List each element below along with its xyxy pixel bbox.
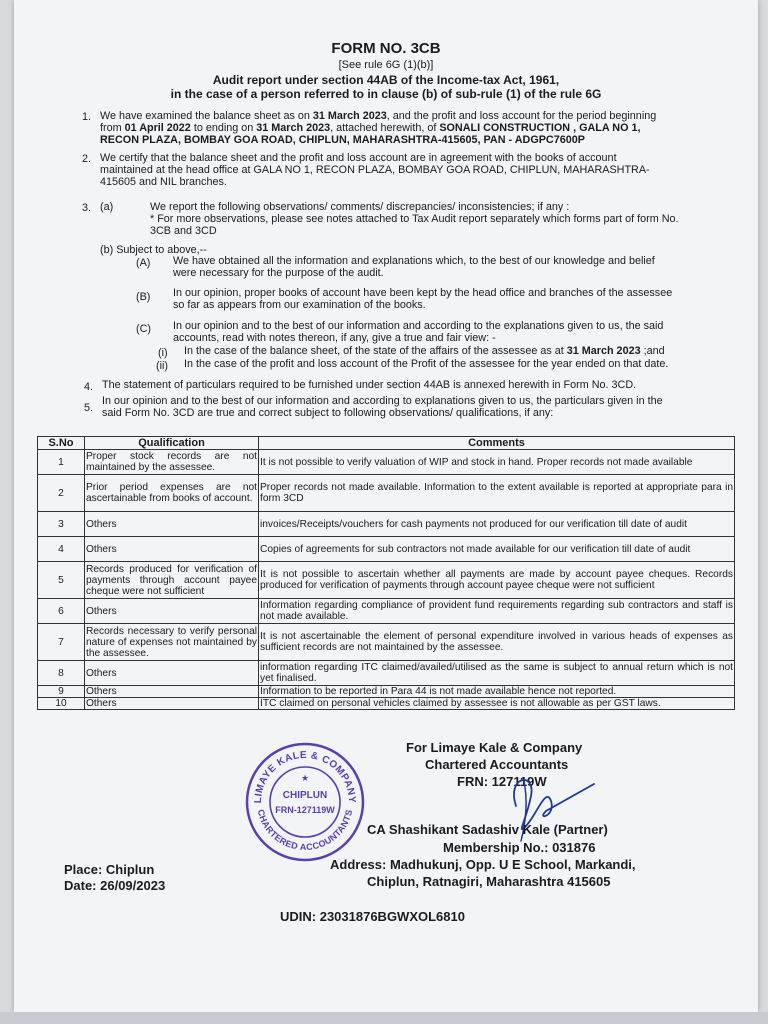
clause-a bbox=[173, 255, 741, 279]
row-sno: 10 bbox=[38, 698, 85, 710]
row-sno: 7 bbox=[38, 624, 85, 661]
row-qualification: Records produced for verification of payments through account payee cheque were not sufficient bbox=[86, 563, 257, 597]
para-5-line: In our opinion and to the best of our information and according to explanations given to us, the particulars given in the bbox=[102, 395, 663, 407]
table-row bbox=[38, 562, 735, 599]
col-comments-header: Comments bbox=[259, 437, 735, 450]
clause-a-label: (A) bbox=[136, 257, 151, 269]
stamp-frn: FRN-127119W bbox=[275, 805, 335, 815]
clause-ii-label: (ii) bbox=[156, 360, 168, 372]
para-3b-label: (b) Subject to above,-- bbox=[100, 244, 207, 256]
para-3a-line: * For more observations, please see notes attached to Tax Audit report separately which forms part of form No. bbox=[150, 213, 679, 225]
para-3a-line: We report the following observations/ comments/ discrepancies/ inconsistencies; if any : bbox=[150, 201, 570, 213]
table-row bbox=[38, 686, 735, 698]
title-line-2: in the case of a person referred to in clause (b) of sub-rule (1) of the rule 6G bbox=[170, 87, 602, 101]
row-comments: Information regarding compliance of provident fund requirements regarding sub contractors and staff is not made available. bbox=[260, 600, 733, 622]
row-comments: invoices/Receipts/vouchers for cash payments not produced for our verification till date of audit bbox=[259, 512, 735, 537]
address-line-1: Address: Madhukunj, Opp. U E School, Markandi, bbox=[330, 857, 636, 872]
para-5 bbox=[102, 395, 742, 419]
row-comments: It is not ascertainable the element of personal expenditure involved in various heads of expenses as sufficient records are not maintained by the assessee. bbox=[259, 624, 735, 661]
row-comments: ITC claimed on personal vehicles claimed by assessee is not allowable as per GST laws. bbox=[259, 698, 735, 710]
row-sno: 6 bbox=[38, 599, 85, 624]
star-icon: ★ bbox=[300, 773, 310, 783]
row-sno: 4 bbox=[38, 537, 85, 562]
row-sno: 3 bbox=[38, 512, 85, 537]
para-2-line: We certify that the balance sheet and the profit and loss account are in agreement with the books of account bbox=[100, 152, 617, 164]
row-sno: 9 bbox=[38, 686, 85, 698]
place: Place: Chiplun bbox=[64, 862, 155, 877]
clause-c-label: (C) bbox=[136, 323, 151, 335]
row-comments: information regarding ITC claimed/availed/utilised as the same is subject to annual return which is not yet finalised. bbox=[260, 662, 733, 684]
row-sno: 8 bbox=[38, 661, 85, 686]
clause-i-date: 31 March 2023 bbox=[566, 345, 641, 357]
membership-number: Membership No.: 031876 bbox=[443, 840, 596, 855]
para-2 bbox=[100, 152, 740, 188]
para-4: The statement of particulars required to be furnished under section 44AB is annexed herewith in Form No. 3CD. bbox=[102, 379, 637, 391]
assessee-name: SONALI CONSTRUCTION , GALA NO 1, bbox=[439, 122, 641, 134]
row-sno: 5 bbox=[38, 562, 85, 599]
clause-c-line: In our opinion and to the best of our information and according to the explanations given to us, the said bbox=[173, 320, 664, 332]
clause-b-label: (B) bbox=[136, 291, 151, 303]
row-qualification: Prior period expenses are not ascertainable from books of account. bbox=[85, 475, 259, 512]
para-1-number: 1. bbox=[82, 111, 92, 123]
para-1-text: , and the profit and loss account for the period beginning bbox=[386, 110, 657, 122]
balance-sheet-date: 31 March 2023 bbox=[312, 110, 387, 122]
clause-a-line: were necessary for the purpose of the audit. bbox=[173, 267, 384, 279]
row-qualification: Others bbox=[85, 512, 259, 537]
row-comments: Proper records not made available. Information to the extent available is reported at appropriate para in form 3CD bbox=[259, 475, 735, 512]
clause-a-line: We have obtained all the information and explanations which, to the best of our knowledge and belief bbox=[173, 255, 655, 267]
row-comments: It is not possible to ascertain whether all payments are made by account payee cheques. Records produced for verification of payments through account payee cheque were not sufficient bbox=[259, 562, 735, 599]
clause-i-text: ;and bbox=[640, 345, 665, 357]
para-1-text: We have examined the balance sheet as on bbox=[100, 110, 313, 122]
para-1 bbox=[100, 110, 740, 146]
table-row bbox=[38, 475, 735, 512]
clause-b bbox=[173, 287, 741, 311]
clause-i bbox=[184, 345, 744, 357]
row-qualification: Others bbox=[85, 537, 259, 562]
clause-c-line: accounts, read with notes thereon, if any, give a true and fair view: - bbox=[173, 332, 496, 344]
para-1-text: , attached herewith, of bbox=[330, 122, 440, 134]
document-page bbox=[14, 0, 758, 1012]
stamp-bottom-text: CHARTERED ACCOUNTANTS bbox=[255, 808, 355, 853]
col-qualification-header: Qualification bbox=[85, 437, 259, 450]
clause-ii: In the case of the profit and loss account of the Profit of the assessee for the year ended on that date. bbox=[184, 358, 669, 370]
row-comments: Information to be reported in Para 44 is not made available hence not reported. bbox=[259, 686, 735, 698]
period-start: 01 April 2022 bbox=[124, 122, 191, 134]
table-row bbox=[38, 661, 735, 686]
row-comments: Copies of agreements for sub contractors not made available for our verification till date of audit bbox=[259, 537, 735, 562]
assessee-address: RECON PLAZA, BOMBAY GOA ROAD, CHIPLUN, MAHARASHTRA-415605, PAN - ADGPC7600P bbox=[100, 134, 585, 146]
firm-registration-number: FRN: 127119W bbox=[457, 774, 547, 789]
table-row bbox=[38, 537, 735, 562]
para-5-number: 5. bbox=[84, 402, 94, 414]
row-qualification: Others bbox=[85, 599, 259, 624]
address-line-2: Chiplun, Ratnagiri, Maharashtra 415605 bbox=[367, 874, 611, 889]
row-sno: 2 bbox=[38, 475, 85, 512]
clause-c bbox=[173, 320, 741, 344]
table-row bbox=[38, 599, 735, 624]
table-row bbox=[38, 624, 735, 661]
period-end: 31 March 2023 bbox=[256, 122, 331, 134]
clause-b-line: In our opinion, proper books of account have been kept by the head office and branches of the assessee bbox=[173, 287, 673, 299]
table-row bbox=[38, 450, 735, 475]
firm-seal-stamp bbox=[244, 741, 366, 863]
row-qualification: Others bbox=[85, 686, 259, 698]
para-2-line: 415605 and NIL branches. bbox=[100, 176, 227, 188]
para-2-line: maintained at the head office at GALA NO 1, RECON PLAZA, BOMBAY GOA ROAD, CHIPLUN, MAHARASHTRA- bbox=[100, 164, 650, 176]
udin-number: UDIN: 23031876BGWXOL6810 bbox=[280, 909, 465, 924]
para-4-number: 4. bbox=[84, 381, 94, 393]
rule-reference: [See rule 6G (1)(b)] bbox=[338, 59, 434, 71]
para-2-number: 2. bbox=[82, 153, 92, 165]
table-header-row bbox=[38, 437, 735, 450]
table-row bbox=[38, 698, 735, 710]
table-row bbox=[38, 512, 735, 537]
row-qualification: Others bbox=[85, 661, 259, 686]
para-3a bbox=[150, 201, 740, 237]
row-qualification: Others bbox=[85, 698, 259, 710]
row-sno: 1 bbox=[38, 450, 85, 475]
para-1-text: from bbox=[100, 122, 125, 134]
title-line-1: Audit report under section 44AB of the Income-tax Act, 1961, bbox=[212, 73, 560, 87]
col-sno-header: S.No bbox=[38, 437, 85, 450]
para-3-number: 3. bbox=[82, 202, 92, 214]
qualifications-table bbox=[37, 436, 735, 710]
page-edge bbox=[0, 1012, 768, 1024]
form-number: FORM NO. 3CB bbox=[331, 40, 441, 57]
para-5-line: said Form No. 3CD are true and correct subject to following observations/ qualifications, if any: bbox=[102, 407, 554, 419]
stamp-top-text: LIMAYE KALE & COMPANY bbox=[252, 749, 358, 804]
date: Date: 26/09/2023 bbox=[64, 878, 166, 893]
clause-i-label: (i) bbox=[158, 347, 168, 359]
para-3a-label: (a) bbox=[100, 201, 114, 213]
row-comments: It is not possible to verify valuation of WIP and stock in hand. Proper records not made available bbox=[259, 450, 735, 475]
clause-b-line: so far as appears from our examination of the books. bbox=[173, 299, 426, 311]
clause-i-text: In the case of the balance sheet, of the state of the affairs of the assessee as at bbox=[184, 345, 567, 357]
firm-designation: Chartered Accountants bbox=[425, 757, 569, 772]
stamp-city: CHIPLUN bbox=[282, 790, 328, 801]
para-3a-line: 3CB and 3CD bbox=[150, 225, 217, 237]
firm-name: For Limaye Kale & Company bbox=[406, 740, 583, 755]
row-qualification: Records necessary to verify personal nature of expenses not maintained by the assessee. bbox=[86, 625, 257, 659]
para-1-text: to ending on bbox=[190, 122, 257, 134]
partner-name: CA Shashikant Sadashiv Kale (Partner) bbox=[367, 822, 608, 837]
row-qualification: Proper stock records are not maintained by the assessee. bbox=[86, 451, 257, 473]
